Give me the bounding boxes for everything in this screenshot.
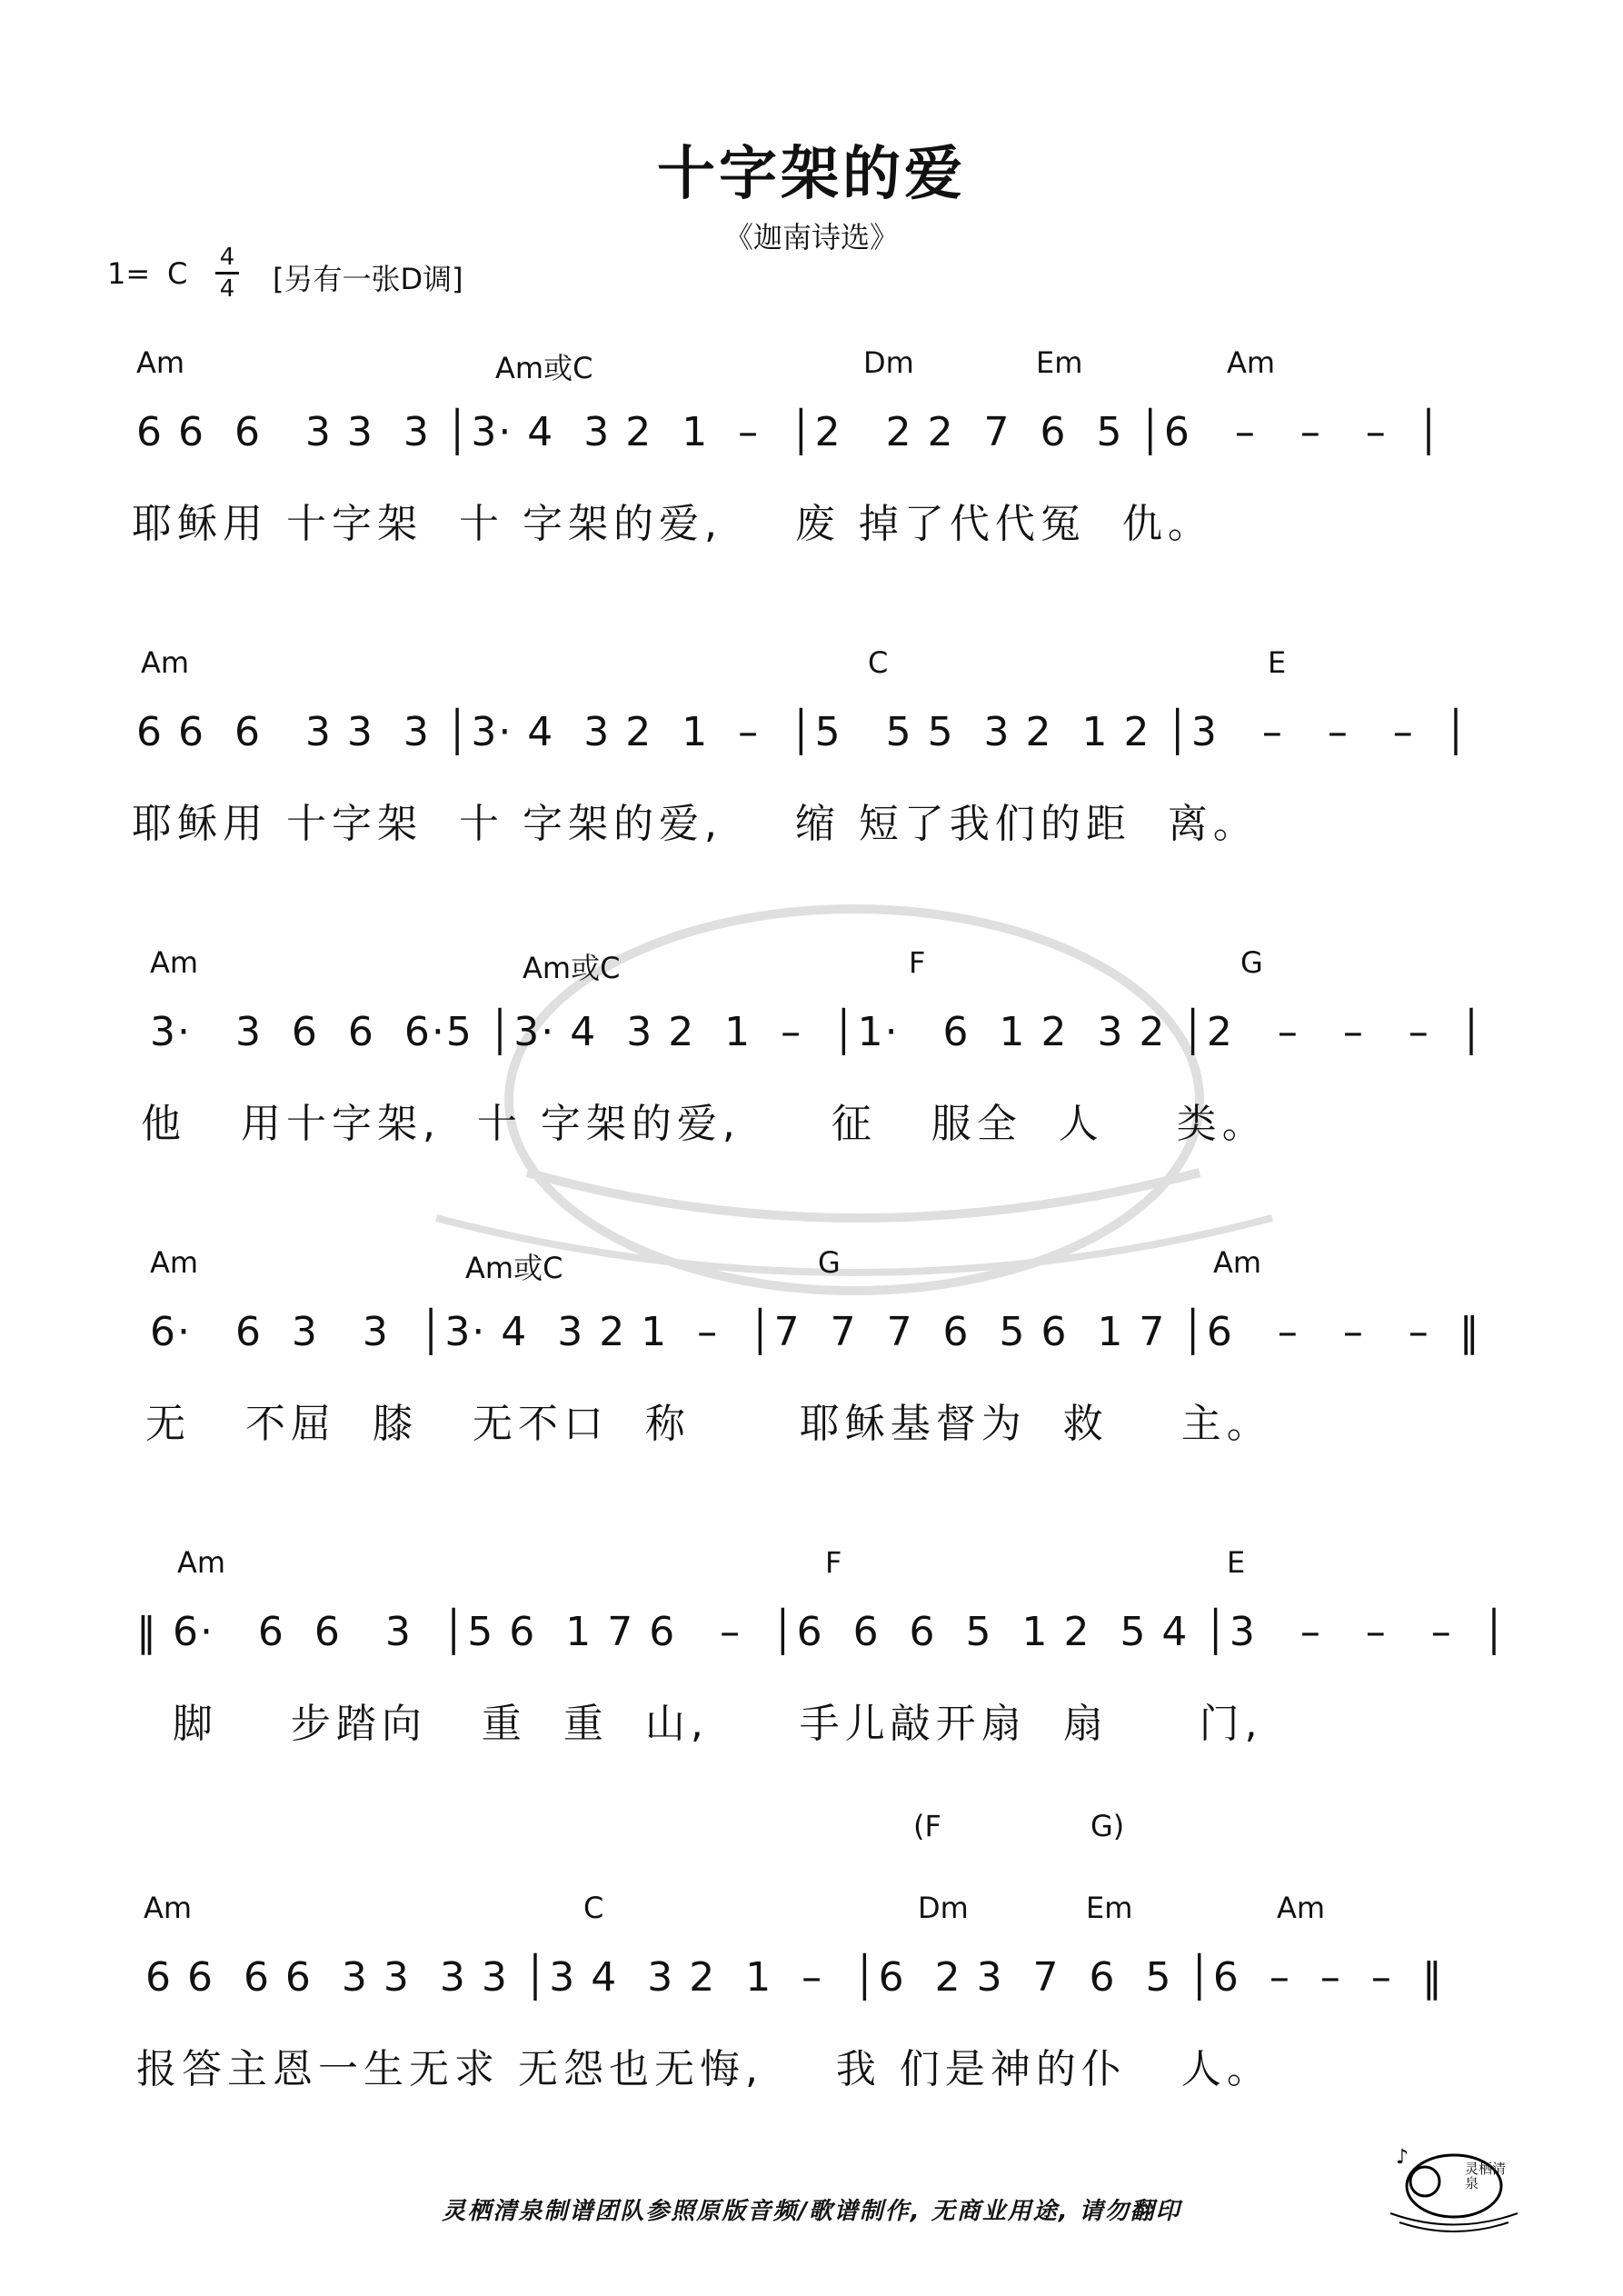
- copyright-footer: 灵栖清泉制谱团队参照原版音频/歌谱制作, 无商业用途, 请勿翻印: [442, 2198, 1181, 2225]
- chord: Am: [141, 645, 190, 680]
- chord: C: [583, 1891, 604, 1925]
- chord: Am或C: [465, 1251, 563, 1285]
- alt-chord: (F: [913, 1809, 941, 1843]
- key-value: C: [167, 256, 188, 291]
- alt-chord: G): [1090, 1809, 1125, 1843]
- lyrics-line: 耶稣用 十字架 十 字架的爱, 缩 短了我们的距 离。: [132, 801, 1259, 847]
- time-bottom: 4: [219, 275, 235, 303]
- chord: Am: [150, 1245, 199, 1280]
- chord: Em: [1036, 345, 1083, 380]
- notation-line: ‖ 6· 6 6 3 │5 6 1 7 6 – │6 6 6 5 1 2 5 4 │3 – – – │: [136, 1609, 1508, 1655]
- lyrics-line: 报答主恩一生无求 无怨也无悔, 我 们是神的仆 人。: [136, 2046, 1272, 2092]
- chord: Am: [136, 345, 185, 380]
- chord: Dm: [918, 1891, 969, 1925]
- chord: Am或C: [523, 951, 621, 985]
- key-note: [另有一张D调]: [273, 262, 463, 296]
- chord: Am: [150, 945, 199, 980]
- chord: Dm: [863, 345, 914, 380]
- key-label: 1=: [107, 256, 151, 291]
- notation-line: 3· 3 6 6 6·5 │3· 4 3 2 1 – │1· 6 1 2 3 2 │2 – – – │: [150, 1009, 1486, 1055]
- score-row-1: [0, 336, 1623, 609]
- chord: E: [1227, 1545, 1246, 1580]
- score-row-2: [0, 636, 1623, 909]
- chord: E: [1268, 645, 1287, 680]
- chord: F: [825, 1545, 842, 1580]
- notation-line: 6 6 6 3 3 3 │3· 4 3 2 1 – │5 5 5 3 2 1 2 │3 – – – │: [136, 709, 1470, 755]
- notation-line: 6 6 6 6 3 3 3 3 │3 4 3 2 1 – │6 2 3 7 6 5 │6 – – – ‖: [145, 1954, 1444, 2001]
- time-signature: [214, 244, 241, 303]
- chord: Am: [177, 1545, 226, 1580]
- song-source: 《迦南诗选》: [723, 220, 899, 255]
- chord: G: [1240, 945, 1263, 980]
- song-title: 十字架的爱: [657, 141, 966, 208]
- chord: G: [818, 1245, 841, 1280]
- logo-text: 灵栖清泉: [1465, 2161, 1507, 2191]
- lyrics-line: 他 用十字架, 十 字架的爱, 征 服全 人 类。: [141, 1101, 1268, 1147]
- chord: Am: [1277, 1891, 1326, 1925]
- chord: Em: [1086, 1891, 1133, 1925]
- sheep-logo-icon: [1381, 2136, 1527, 2240]
- lyrics-line: 脚 步踏向 重 重 山, 手儿敲开扇 扇 门,: [136, 1701, 1263, 1747]
- chord: Am或C: [495, 351, 593, 385]
- notation-line: 6 6 6 3 3 3 │3· 4 3 2 1 – │2 2 2 7 6 5 │6 – – – │: [136, 409, 1443, 455]
- chord: C: [868, 645, 889, 680]
- chord: Am: [144, 1891, 193, 1925]
- score-row-4: [0, 1236, 1623, 1509]
- notation-line: 6· 6 3 3 │3· 4 3 2 1 – │7 7 7 6 5 6 1 7 │6 – – – ‖: [150, 1309, 1481, 1355]
- svg-text:♪: ♪: [1396, 2146, 1409, 2169]
- score-row-3: [0, 936, 1623, 1209]
- chord: F: [909, 945, 926, 980]
- lyrics-line: 无 不屈 膝 无不口 称 耶稣基督为 救 主。: [145, 1401, 1272, 1447]
- score-row-5: [0, 1536, 1623, 1809]
- chord: Am: [1213, 1245, 1262, 1280]
- time-top: 4: [219, 244, 235, 271]
- chord: Am: [1227, 345, 1276, 380]
- lyrics-line: 耶稣用 十字架 十 字架的爱, 废 掉了代代冤 仇。: [132, 501, 1213, 547]
- score-row-6: [0, 1809, 1623, 2092]
